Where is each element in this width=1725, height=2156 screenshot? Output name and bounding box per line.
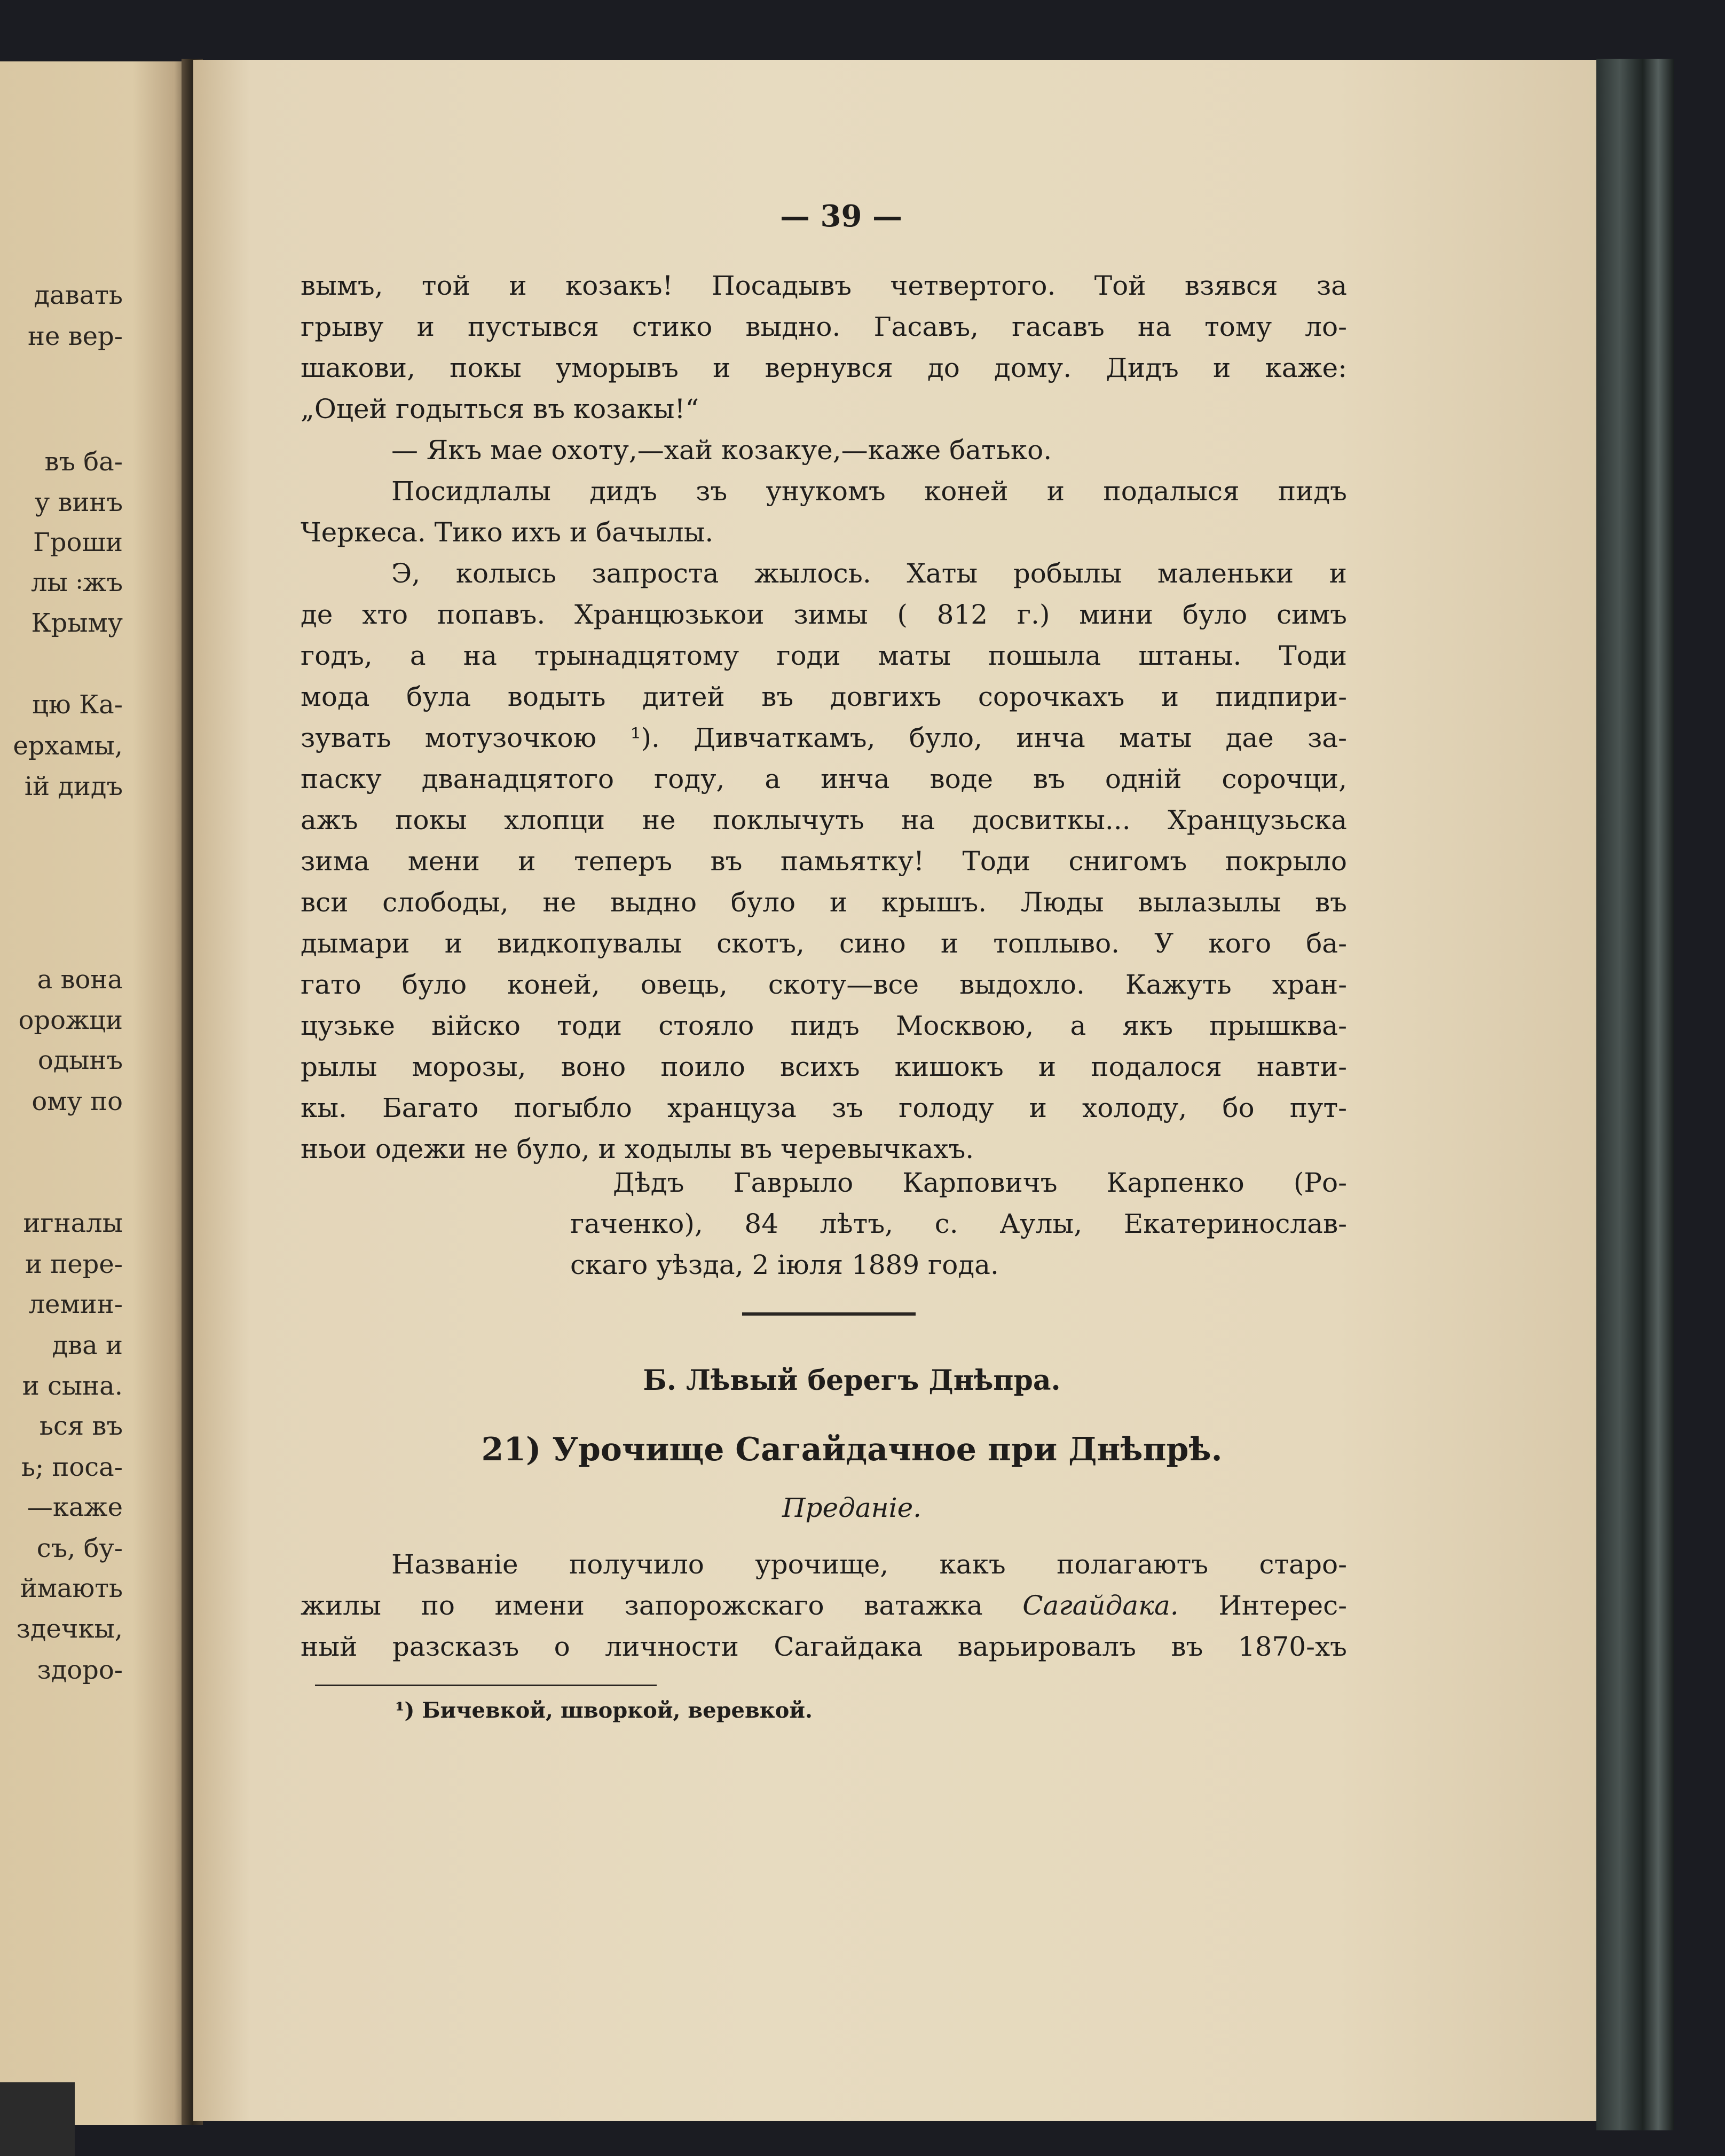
section-heading: Б. Лѣвый берегъ Днѣпра. (643, 1364, 1061, 1397)
text-line: гато було коней, овець, скоту—все выдохло. Кажуть хран- (301, 969, 1347, 1000)
left-page-line: и пере- (25, 1249, 123, 1279)
text-span: Интерес- (1178, 1590, 1347, 1621)
text-line (301, 1592, 1347, 1619)
footnote-rule (315, 1685, 657, 1686)
text-line: зима мени и теперъ въ памьятку! Тоди снигомъ покрыло (301, 846, 1347, 877)
subsection-heading: 21) Урочище Сагайдачное при Днѣпрѣ. (481, 1431, 1223, 1468)
attribution-line: скаго уѣзда, 2 іюля 1889 года. (570, 1249, 999, 1280)
text-line: зувать мотузочкою ¹). Дивчаткамъ, було, инча маты дае за- (301, 722, 1347, 753)
text-line: Э, колысь запроста жылось. Хаты робылы маленьки и (391, 558, 1347, 589)
text-line: дымари и видкопувалы скотъ, сино и топлыво. У кого ба- (301, 928, 1347, 959)
text-line: „Оцей годыться въ козакы!“ (301, 394, 699, 424)
text-line: вымъ, той и козакъ! Посадывъ четвертого. Той взявся за (301, 270, 1347, 301)
left-page-line: давать (34, 280, 123, 310)
text-line: — Якъ мае охоту,—хай козакуе,—каже батько. (391, 435, 1052, 466)
left-page-line: не вер- (27, 321, 123, 351)
left-page-line: ій дидъ (24, 772, 123, 801)
text-line: Посидлалы дидъ зъ унукомъ коней и подалыся пидъ (391, 476, 1347, 507)
left-page-line: лы ꞉жъ (31, 568, 123, 597)
left-page-line: здоро- (37, 1655, 123, 1685)
left-page-line: Гроши (33, 528, 123, 557)
text-line: грыву и пустывся стико выдно. Гасавъ, гасавъ на тому ло- (301, 311, 1347, 342)
text-line: кы. Багато погыбло хранцуза зъ голоду и холоду, бо пут- (301, 1092, 1347, 1123)
left-page-line: два и (52, 1331, 123, 1360)
left-page-line: въ ба- (44, 447, 123, 477)
text-line: годъ, а на трынадцятому годи маты пошыла штаны. Тоди (301, 640, 1347, 671)
left-page-line: ь; поса- (21, 1452, 123, 1482)
section-divider (742, 1312, 916, 1316)
previous-page (0, 61, 190, 2125)
left-page-line: лемин- (28, 1289, 123, 1319)
page-number: — 39 — (780, 199, 902, 234)
left-page-line: здечкы, (16, 1614, 123, 1644)
left-page-line: одынъ (37, 1045, 123, 1075)
text-line: шакови, покы уморывъ и вернувся до дому. Дидъ и каже: (301, 352, 1347, 383)
left-page-line: ому по (31, 1087, 123, 1116)
text-line: де хто попавъ. Хранцюзькои зимы ( 812 г.) мини було симъ (301, 599, 1347, 630)
genre-label: Преданіе. (782, 1492, 922, 1523)
text-line: паску дванадцятого году, а инча воде въ одній сорочци, (301, 764, 1347, 794)
text-line: Названіе получило урочище, какъ полагаютъ старо- (391, 1549, 1347, 1580)
text-line: ажъ покы хлопци не поклычуть на досвиткы... Хранцузьска (301, 805, 1347, 836)
left-page-line: у винъ (34, 487, 123, 517)
emphasized-name: Сагайдака. (1022, 1590, 1179, 1621)
text-span: жилы по имени запорожскаго ватажка (301, 1590, 1023, 1621)
left-page-line: игналы (23, 1208, 123, 1238)
text-line: вси слободы, не выдно було и крышъ. Люды вылазылы въ (301, 887, 1347, 918)
left-page-line: Крыму (31, 608, 123, 638)
text-line: рылы морозы, воно поило всихъ кишокъ и подалося навти- (301, 1051, 1347, 1082)
attribution-line: Дѣдъ Гаврыло Карповичъ Карпенко (Ро- (613, 1167, 1347, 1198)
left-page-line: ерхамы, (13, 731, 123, 761)
corner-shadow (0, 2082, 75, 2156)
text-line: цузьке війско тоди стояло пидъ Москвою, а якъ прышква- (301, 1010, 1347, 1041)
left-page-line: орожци (18, 1005, 123, 1035)
text-line: ный разсказъ о личности Сагайдака варьировалъ въ 1870-хъ (301, 1631, 1347, 1662)
left-page-line: —каже (27, 1492, 123, 1522)
left-page-line: съ, бу- (36, 1533, 123, 1563)
text-line: Черкеса. Тико ихъ и бачылы. (301, 517, 714, 548)
left-page-line: ймають (20, 1573, 123, 1603)
left-page-line: и сына. (22, 1371, 123, 1401)
book-cover-edge (1596, 59, 1674, 2130)
text-line: ньои одежи не було, и ходылы въ черевычкахъ. (301, 1134, 974, 1164)
left-page-line: а вона (37, 965, 123, 995)
left-page-line: цю Ка- (32, 690, 123, 720)
left-page-line: ься въ (39, 1411, 123, 1441)
text-line: мода була водыть дитей въ довгихъ сорочкахъ и пидпири- (301, 681, 1347, 712)
footnote: ¹) Бичевкой, шворкой, веревкой. (395, 1698, 813, 1723)
attribution-line: гаченко), 84 лѣтъ, с. Аулы, Екатеринослав- (570, 1208, 1347, 1239)
